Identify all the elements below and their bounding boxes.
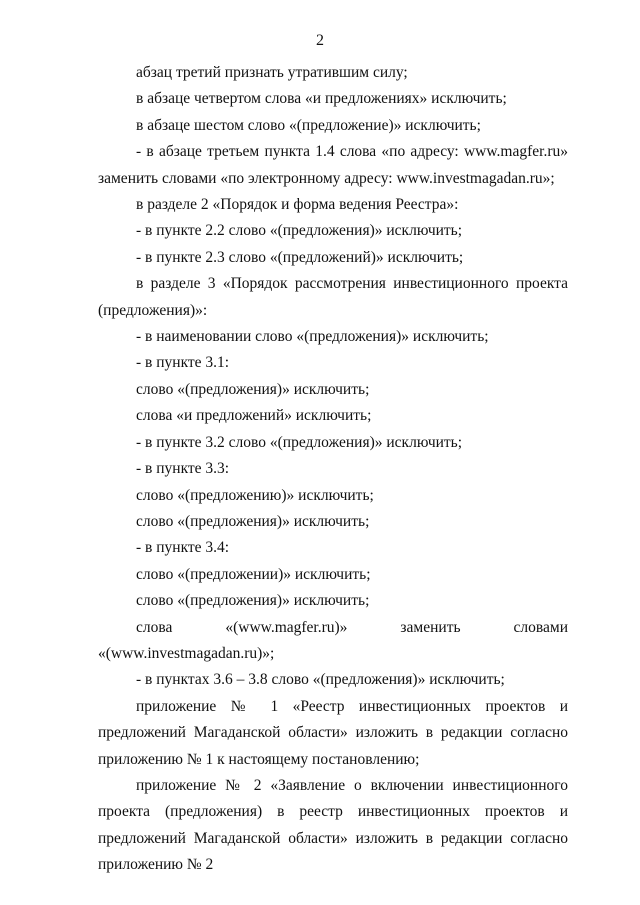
paragraph: - в пункте 3.3:	[136, 460, 230, 478]
paragraph: слова «и предложений» исключить;	[136, 407, 372, 425]
paragraph: в разделе 3 «Порядок рассмотрения инвестиционного проекта (предложения)»:	[98, 275, 568, 319]
word: слова	[136, 618, 173, 636]
word: словами	[513, 618, 568, 636]
paragraph: слово «(предложения)» исключить;	[136, 380, 370, 398]
paragraph: приложение № 2 «Заявление о включении инвестиционного проекта (предложения) в реестр инвестиционных проектов и предложений Магаданской области» изложить в редакции согласно приложению № 2	[98, 776, 568, 874]
paragraph: слово «(предложения)» исключить;	[136, 592, 370, 610]
justified-line	[98, 615, 568, 641]
paragraph: - в пункте 2.2 слово «(предложения)» исключить;	[136, 222, 463, 240]
paragraph: слово «(предложении)» исключить;	[136, 565, 371, 583]
paragraph: в абзаце четвертом слова «и предложениях» исключить;	[136, 90, 507, 108]
page-number: 2	[316, 32, 324, 49]
paragraph: слово «(предложения)» исключить;	[136, 512, 370, 530]
document-body	[98, 60, 568, 879]
paragraph: - в пункте 3.1:	[136, 354, 230, 372]
paragraph: «(www.investmagadan.ru)»;	[98, 644, 275, 662]
paragraph: - в наименовании слово «(предложения)» исключить;	[136, 328, 489, 346]
paragraph: - в пункте 3.4:	[136, 539, 230, 557]
paragraph: в разделе 2 «Порядок и форма ведения Реестра»:	[136, 196, 459, 214]
paragraph: приложение № 1 «Реестр инвестиционных проектов и предложений Магаданской области» изложить в редакции согласно приложению № 1 к настоящему постановлению;	[98, 697, 568, 768]
word: заменить	[400, 618, 461, 636]
paragraph: слово «(предложению)» исключить;	[136, 486, 374, 504]
paragraph: абзац третий признать утратившим силу;	[136, 64, 408, 81]
paragraph: в абзаце шестом слово «(предложение)» исключить;	[136, 116, 481, 134]
paragraph: - в пунктах 3.6 – 3.8 слово «(предложения)» исключить;	[136, 671, 505, 689]
paragraph: - в пункте 2.3 слово «(предложений)» исключить;	[136, 248, 464, 266]
paragraph: - в пункте 3.2 слово «(предложения)» исключить;	[136, 433, 463, 451]
word: «(www.magfer.ru)»	[225, 618, 348, 636]
paragraph: - в абзаце третьем пункта 1.4 слова «по адресу: www.magfer.ru» заменить словами «по электронному адресу: www.investmagadan.ru»;	[98, 143, 568, 187]
